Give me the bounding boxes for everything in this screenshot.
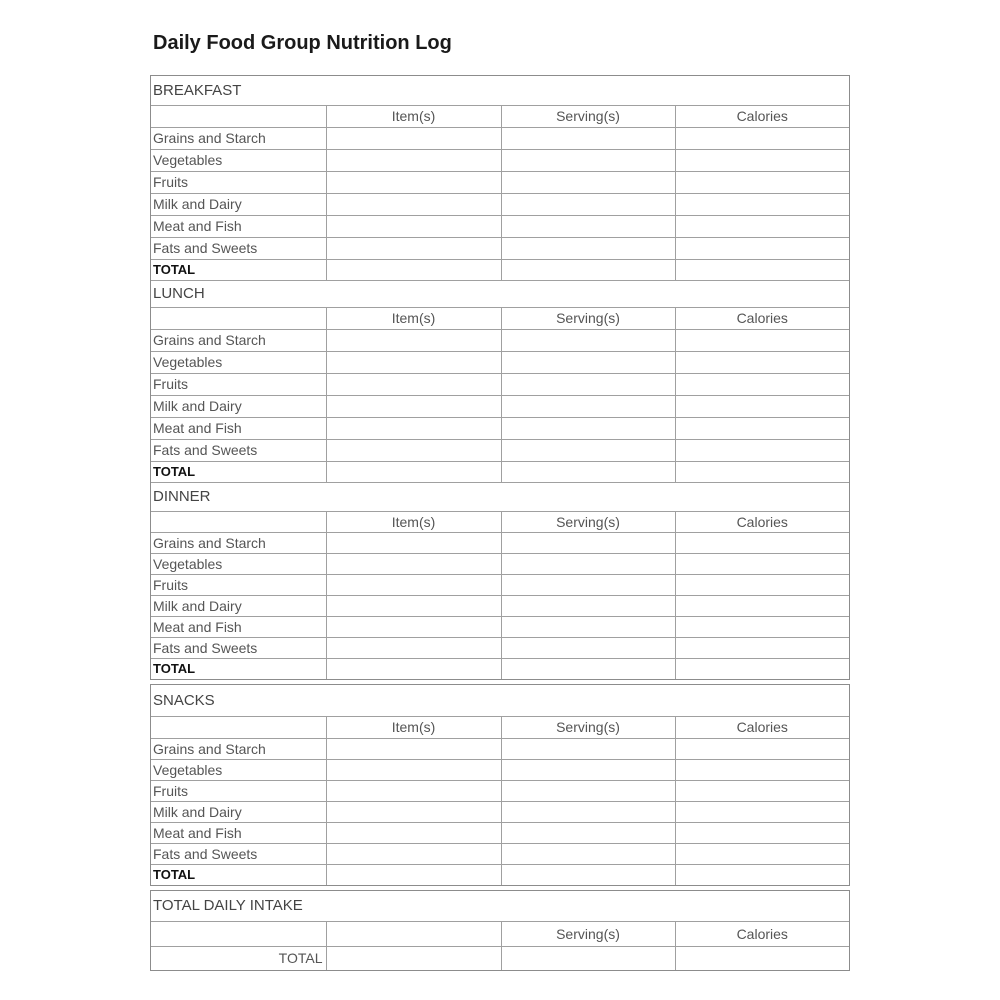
daily-intake-table [151, 891, 849, 970]
snacks-table [151, 685, 849, 885]
items-cell[interactable] [326, 395, 501, 417]
items-cell[interactable] [326, 439, 501, 461]
column-header-items: Item(s) [326, 511, 501, 532]
table-row [151, 373, 849, 395]
items-cell[interactable] [326, 329, 501, 351]
servings-cell[interactable] [501, 171, 675, 193]
table-row [151, 801, 849, 822]
column-header-servings: Serving(s) [501, 105, 675, 127]
servings-cell[interactable] [501, 351, 675, 373]
column-header-servings: Serving(s) [501, 511, 675, 532]
calories-cell[interactable] [675, 532, 849, 553]
row-label: Fruits [151, 574, 326, 595]
table-row [151, 843, 849, 864]
calories-total-cell[interactable] [675, 864, 849, 885]
items-cell[interactable] [326, 780, 501, 801]
servings-total-cell[interactable] [501, 658, 675, 679]
row-label: Vegetables [151, 351, 326, 373]
column-header-row [151, 511, 849, 532]
items-cell[interactable] [326, 193, 501, 215]
section-title: DINNER [151, 482, 849, 511]
calories-total-cell[interactable] [675, 259, 849, 280]
calories-cell[interactable] [675, 215, 849, 237]
row-label: Grains and Starch [151, 738, 326, 759]
section-header-row [151, 76, 849, 105]
row-label: Milk and Dairy [151, 395, 326, 417]
section-title: LUNCH [151, 280, 849, 307]
items-total-cell[interactable] [326, 461, 501, 482]
row-label: Vegetables [151, 553, 326, 574]
row-label: Grains and Starch [151, 532, 326, 553]
servings-cell[interactable] [501, 780, 675, 801]
row-label: Fruits [151, 171, 326, 193]
calories-cell[interactable] [675, 127, 849, 149]
column-header-calories: Calories [675, 105, 849, 127]
row-label: Grains and Starch [151, 127, 326, 149]
items-cell[interactable] [326, 351, 501, 373]
servings-cell[interactable] [501, 127, 675, 149]
items-total-cell[interactable] [326, 658, 501, 679]
table-row [151, 351, 849, 373]
table-row [151, 439, 849, 461]
header-blank-cell [326, 921, 501, 946]
calories-cell[interactable] [675, 616, 849, 637]
row-label: Meat and Fish [151, 616, 326, 637]
row-label: Fruits [151, 780, 326, 801]
servings-total-cell[interactable] [501, 259, 675, 280]
calories-cell[interactable] [675, 553, 849, 574]
calories-cell[interactable] [675, 237, 849, 259]
column-header-servings: Serving(s) [501, 716, 675, 738]
total-label: TOTAL [151, 461, 326, 482]
calories-cell[interactable] [675, 595, 849, 616]
section-header-row [151, 891, 849, 921]
total-row [151, 461, 849, 482]
table-row [151, 237, 849, 259]
table-row [151, 595, 849, 616]
table-row [151, 329, 849, 351]
row-label: Meat and Fish [151, 215, 326, 237]
servings-cell[interactable] [501, 215, 675, 237]
column-header-calories: Calories [675, 716, 849, 738]
calories-cell[interactable] [675, 759, 849, 780]
servings-cell[interactable] [501, 595, 675, 616]
table-row [151, 822, 849, 843]
items-cell[interactable] [326, 759, 501, 780]
servings-cell[interactable] [501, 149, 675, 171]
table-row [151, 780, 849, 801]
servings-cell[interactable] [501, 237, 675, 259]
table-row [151, 738, 849, 759]
items-cell[interactable] [326, 215, 501, 237]
column-header-items: Item(s) [326, 716, 501, 738]
items-cell[interactable] [326, 171, 501, 193]
column-header-calories: Calories [675, 921, 849, 946]
column-header-items: Item(s) [326, 307, 501, 329]
items-cell[interactable] [326, 637, 501, 658]
items-cell[interactable] [326, 801, 501, 822]
row-label: Meat and Fish [151, 417, 326, 439]
calories-cell[interactable] [675, 738, 849, 759]
items-cell[interactable] [326, 373, 501, 395]
table-row [151, 149, 849, 171]
column-header-servings: Serving(s) [501, 307, 675, 329]
header-blank-cell [151, 716, 326, 738]
servings-cell[interactable] [501, 417, 675, 439]
items-total-cell[interactable] [326, 259, 501, 280]
servings-cell[interactable] [501, 193, 675, 215]
calories-cell[interactable] [675, 417, 849, 439]
row-label: Meat and Fish [151, 822, 326, 843]
header-blank-cell [151, 105, 326, 127]
table-row [151, 417, 849, 439]
table-row [151, 215, 849, 237]
calories-cell[interactable] [675, 373, 849, 395]
servings-cell[interactable] [501, 801, 675, 822]
calories-cell[interactable] [675, 439, 849, 461]
column-header-calories: Calories [675, 511, 849, 532]
page-title: Daily Food Group Nutrition Log [153, 32, 452, 54]
table-row [151, 171, 849, 193]
calories-cell[interactable] [675, 351, 849, 373]
row-label: Vegetables [151, 759, 326, 780]
servings-cell[interactable] [501, 553, 675, 574]
calories-cell[interactable] [675, 574, 849, 595]
row-label: Vegetables [151, 149, 326, 171]
daily-total-label: TOTAL [151, 946, 326, 970]
table-row [151, 532, 849, 553]
table-row [151, 395, 849, 417]
items-cell[interactable] [326, 574, 501, 595]
column-header-row [151, 307, 849, 329]
total-row [151, 658, 849, 679]
total-label: TOTAL [151, 864, 326, 885]
table-row [151, 759, 849, 780]
calories-cell[interactable] [675, 329, 849, 351]
table-row [151, 193, 849, 215]
servings-cell[interactable] [501, 329, 675, 351]
calories-cell[interactable] [675, 171, 849, 193]
meals-table [151, 76, 849, 679]
column-header-items: Item(s) [326, 105, 501, 127]
header-blank-cell [151, 921, 326, 946]
servings-cell[interactable] [501, 532, 675, 553]
row-label: Milk and Dairy [151, 595, 326, 616]
meals-table-block [150, 75, 850, 680]
section-title: SNACKS [151, 685, 849, 716]
calories-cell[interactable] [675, 780, 849, 801]
table-row [151, 574, 849, 595]
column-header-row [151, 716, 849, 738]
row-label: Grains and Starch [151, 329, 326, 351]
section-title: BREAKFAST [151, 76, 849, 105]
items-cell[interactable] [326, 237, 501, 259]
snacks-table-block [150, 684, 850, 886]
daily-intake-block [150, 890, 850, 971]
calories-cell[interactable] [675, 193, 849, 215]
servings-total-cell[interactable] [501, 946, 675, 970]
total-row [151, 864, 849, 885]
table-row [151, 127, 849, 149]
items-total-cell[interactable] [326, 864, 501, 885]
row-label: Fats and Sweets [151, 843, 326, 864]
servings-cell[interactable] [501, 574, 675, 595]
items-total-cell[interactable] [326, 946, 501, 970]
servings-cell[interactable] [501, 373, 675, 395]
items-cell[interactable] [326, 822, 501, 843]
calories-cell[interactable] [675, 822, 849, 843]
row-label: Fats and Sweets [151, 237, 326, 259]
row-label: Fats and Sweets [151, 637, 326, 658]
total-label: TOTAL [151, 259, 326, 280]
servings-cell[interactable] [501, 738, 675, 759]
total-row [151, 946, 849, 970]
table-row [151, 616, 849, 637]
table-row [151, 637, 849, 658]
servings-cell[interactable] [501, 843, 675, 864]
servings-total-cell[interactable] [501, 461, 675, 482]
items-cell[interactable] [326, 738, 501, 759]
items-cell[interactable] [326, 595, 501, 616]
header-blank-cell [151, 511, 326, 532]
row-label: Milk and Dairy [151, 193, 326, 215]
items-cell[interactable] [326, 417, 501, 439]
servings-cell[interactable] [501, 637, 675, 658]
servings-cell[interactable] [501, 822, 675, 843]
row-label: Milk and Dairy [151, 801, 326, 822]
row-label: Fruits [151, 373, 326, 395]
column-header-calories: Calories [675, 307, 849, 329]
section-header-row [151, 482, 849, 511]
calories-total-cell[interactable] [675, 658, 849, 679]
column-header-row [151, 105, 849, 127]
calories-cell[interactable] [675, 637, 849, 658]
items-cell[interactable] [326, 553, 501, 574]
section-header-row [151, 685, 849, 716]
header-blank-cell [151, 307, 326, 329]
section-title: TOTAL DAILY INTAKE [151, 891, 849, 921]
section-header-row [151, 280, 849, 307]
calories-total-cell[interactable] [675, 461, 849, 482]
calories-cell[interactable] [675, 395, 849, 417]
calories-cell[interactable] [675, 843, 849, 864]
servings-cell[interactable] [501, 616, 675, 637]
row-label: Fats and Sweets [151, 439, 326, 461]
servings-cell[interactable] [501, 439, 675, 461]
items-cell[interactable] [326, 532, 501, 553]
total-label: TOTAL [151, 658, 326, 679]
servings-cell[interactable] [501, 759, 675, 780]
items-cell[interactable] [326, 127, 501, 149]
column-header-row [151, 921, 849, 946]
servings-cell[interactable] [501, 395, 675, 417]
items-cell[interactable] [326, 149, 501, 171]
column-header-servings: Serving(s) [501, 921, 675, 946]
items-cell[interactable] [326, 616, 501, 637]
items-cell[interactable] [326, 843, 501, 864]
calories-total-cell[interactable] [675, 946, 849, 970]
calories-cell[interactable] [675, 149, 849, 171]
calories-cell[interactable] [675, 801, 849, 822]
servings-total-cell[interactable] [501, 864, 675, 885]
table-row [151, 553, 849, 574]
total-row [151, 259, 849, 280]
